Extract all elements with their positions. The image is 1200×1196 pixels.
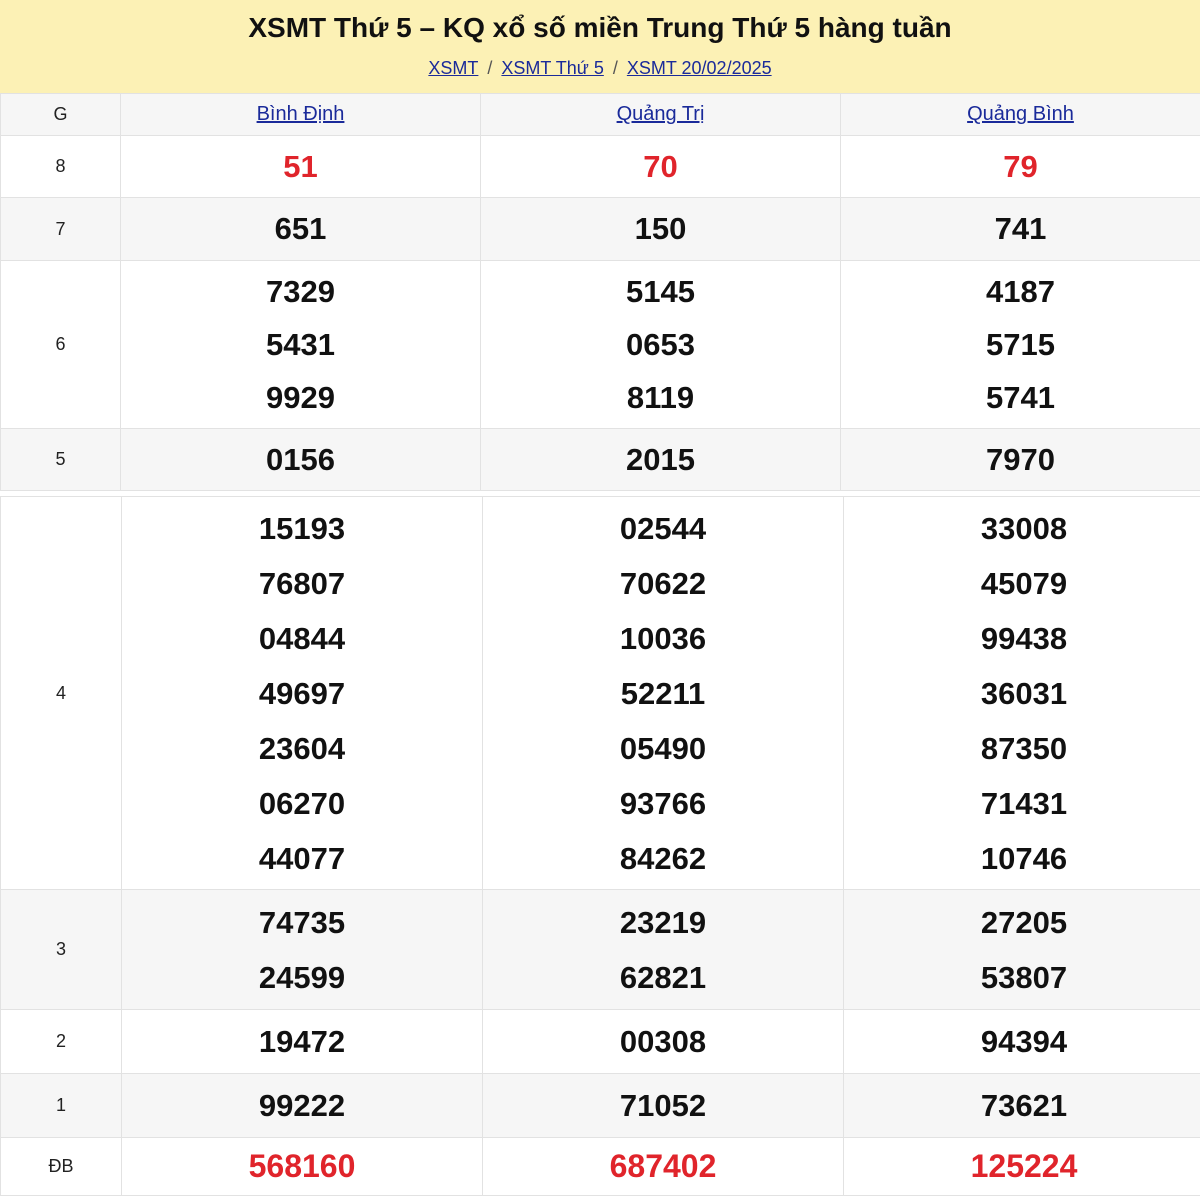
breadcrumb (0, 56, 1200, 80)
result-number: 62821 (619, 959, 707, 995)
result-number: 741 (994, 211, 1047, 246)
result-number: 5741 (986, 380, 1055, 415)
result-number: 73621 (980, 1087, 1068, 1123)
result-cell (483, 890, 844, 1010)
result-cell (844, 497, 1200, 890)
prize-row-5 (1, 429, 1200, 491)
province-link-binh-dinh[interactable]: Bình Định (256, 103, 345, 125)
result-number: 0653 (626, 327, 695, 362)
result-number: 7329 (266, 274, 335, 309)
result-number: 33008 (980, 510, 1068, 546)
prize-label: 7 (1, 198, 121, 261)
result-number: 70 (643, 148, 678, 184)
jackpot-number: 568160 (248, 1148, 356, 1184)
prize-label: 5 (1, 429, 121, 491)
result-number: 99222 (258, 1087, 346, 1123)
result-number: 70622 (619, 565, 707, 601)
result-cell (122, 1138, 483, 1196)
province-link-quang-binh[interactable]: Quảng Bình (967, 103, 1074, 125)
result-number: 44077 (258, 840, 346, 876)
prize-row-6 (1, 261, 1200, 429)
province-header-binh-dinh (121, 94, 481, 136)
result-cell (844, 1074, 1200, 1138)
result-number: 9929 (266, 380, 335, 415)
result-number: 00308 (619, 1023, 707, 1059)
result-number: 06270 (258, 785, 346, 821)
result-number: 93766 (619, 785, 707, 821)
page-title: XSMT Thứ 5 – KQ xổ số miền Trung Thứ 5 hàng tuần (248, 12, 952, 43)
prize-label: ĐB (1, 1138, 122, 1196)
prize-label: 6 (1, 261, 121, 429)
result-number: 02544 (619, 510, 707, 546)
result-number: 94394 (980, 1023, 1068, 1059)
result-number: 51 (283, 148, 318, 184)
result-cell (121, 429, 481, 491)
result-number: 5145 (626, 274, 695, 309)
prize-row-4 (1, 497, 1200, 890)
prize-label: 3 (1, 890, 122, 1010)
result-number: 150 (634, 211, 687, 246)
prize-label: 8 (1, 136, 121, 198)
results-table-lower (0, 496, 1200, 1196)
result-cell (841, 429, 1200, 491)
results-table-upper (0, 93, 1200, 491)
result-number: 49697 (258, 675, 346, 711)
result-cell (121, 136, 481, 198)
prize-row-1 (1, 1074, 1200, 1138)
result-number: 2015 (626, 441, 695, 477)
result-number: 651 (274, 211, 327, 246)
result-cell (481, 198, 841, 261)
result-number: 23604 (258, 730, 346, 766)
result-number: 52211 (620, 675, 706, 711)
result-number: 45079 (980, 565, 1068, 601)
result-number: 04844 (258, 620, 346, 656)
result-cell (841, 261, 1200, 429)
result-cell (121, 198, 481, 261)
jackpot-number: 687402 (609, 1148, 717, 1184)
prize-row-special (1, 1138, 1200, 1196)
result-cell (122, 1074, 483, 1138)
result-cell (844, 1138, 1200, 1196)
result-cell (121, 261, 481, 429)
result-number: 5431 (266, 327, 335, 362)
prize-label: 2 (1, 1010, 122, 1074)
result-number: 76807 (258, 565, 346, 601)
result-number: 23219 (619, 904, 707, 940)
result-number: 84262 (619, 840, 707, 876)
result-number: 71052 (619, 1087, 707, 1123)
prize-column-header: G (1, 94, 121, 136)
result-cell (122, 497, 483, 890)
result-number: 87350 (980, 730, 1068, 766)
page-header (0, 0, 1200, 93)
result-number: 19472 (258, 1023, 346, 1059)
result-cell (844, 1010, 1200, 1074)
prize-label: 4 (1, 497, 122, 890)
prize-label: 1 (1, 1074, 122, 1138)
prize-row-2 (1, 1010, 1200, 1074)
result-cell (483, 1138, 844, 1196)
result-number: 79 (1003, 148, 1038, 184)
result-number: 71431 (980, 785, 1068, 821)
result-cell (844, 890, 1200, 1010)
province-header-quang-tri (481, 94, 841, 136)
result-cell (483, 497, 844, 890)
result-cell (481, 261, 841, 429)
result-cell (122, 1010, 483, 1074)
result-cell (122, 890, 483, 1010)
result-number: 15193 (258, 510, 346, 546)
result-number: 4187 (986, 274, 1055, 309)
prize-row-7 (1, 198, 1200, 261)
result-number: 74735 (258, 904, 346, 940)
result-number: 05490 (619, 730, 707, 766)
result-cell (483, 1074, 844, 1138)
table-header-row (1, 94, 1200, 136)
jackpot-number: 125224 (970, 1148, 1078, 1184)
breadcrumb-link-xsmt-date[interactable]: XSMT 20/02/2025 (626, 58, 772, 78)
result-number: 7970 (986, 441, 1055, 477)
result-number: 24599 (258, 959, 346, 995)
result-number: 10746 (980, 840, 1068, 876)
breadcrumb-separator: / (612, 58, 618, 78)
province-header-quang-binh (841, 94, 1200, 136)
result-cell (481, 136, 841, 198)
prize-row-3 (1, 890, 1200, 1010)
result-number: 8119 (626, 380, 695, 415)
result-cell (841, 136, 1200, 198)
province-link-quang-tri[interactable]: Quảng Trị (616, 103, 705, 125)
result-number: 99438 (980, 620, 1068, 656)
result-number: 0156 (266, 441, 335, 477)
result-cell (841, 198, 1200, 261)
result-number: 10036 (619, 620, 707, 656)
prize-row-8 (1, 136, 1200, 198)
breadcrumb-link-xsmt-thu-5[interactable]: XSMT Thứ 5 (501, 58, 604, 78)
result-cell (483, 1010, 844, 1074)
result-cell (481, 429, 841, 491)
breadcrumb-link-xsmt[interactable]: XSMT (428, 58, 479, 78)
result-number: 27205 (980, 904, 1068, 940)
result-number: 53807 (980, 959, 1068, 995)
result-number: 5715 (986, 327, 1055, 362)
result-number: 36031 (980, 675, 1068, 711)
breadcrumb-separator: / (487, 58, 493, 78)
